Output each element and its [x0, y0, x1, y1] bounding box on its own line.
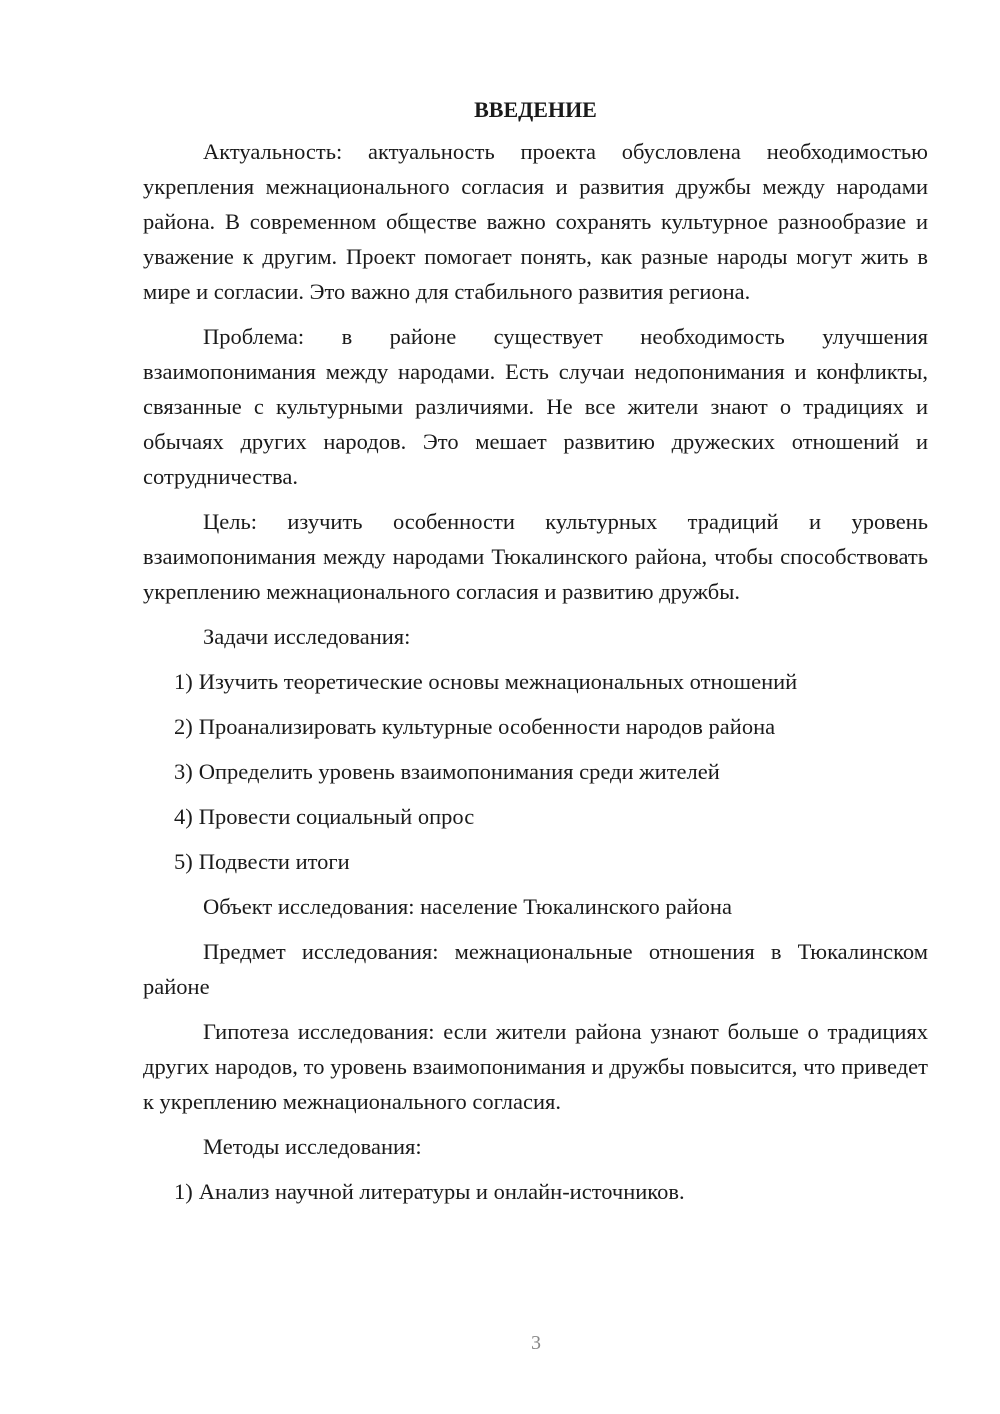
methods-list: [143, 1174, 928, 1209]
list-item-number: 3): [174, 759, 193, 784]
tasks-label: Задачи исследования:: [203, 624, 411, 649]
methods-label: Методы исследования:: [203, 1134, 422, 1159]
goal-paragraph: Цель: изучить особенности культурных традиций и уровень взаимопонимания между народами Тюкалинского района, чтобы способствовать укреплению межнационального согласия и развитию дружбы.: [143, 509, 928, 604]
list-item-text: Определить уровень взаимопонимания среди жителей: [198, 759, 720, 784]
relevance-paragraph: Актуальность: актуальность проекта обусловлена необходимостью укрепления межнационального согласия и развития дружбы между народами района. В современном обществе важно сохранять культурное разнообразие и уважение к другим. Проект помогает понять, как разные народы могут жить в мире и согласии. Это важно для стабильного развития региона.: [143, 139, 928, 304]
list-item-text: Подвести итоги: [198, 849, 350, 874]
list-item: [143, 664, 928, 699]
list-item: [143, 1174, 928, 1209]
section-heading: ВВЕДЕНИЕ: [474, 97, 597, 122]
list-item: [143, 709, 928, 744]
subject-paragraph: Предмет исследования: межнациональные отношения в Тюкалинском районе: [143, 939, 928, 999]
document-page: [143, 92, 928, 1219]
list-item-number: 4): [174, 804, 193, 829]
list-item-number: 1): [174, 1179, 193, 1204]
list-item-number: 1): [174, 669, 193, 694]
list-item-text: Анализ научной литературы и онлайн-источников.: [198, 1179, 685, 1204]
list-item-text: Провести социальный опрос: [198, 804, 475, 829]
problem-paragraph: Проблема: в районе существует необходимость улучшения взаимопонимания между народами. Есть случаи недопонимания и конфликты, связанные с культурными различиями. Не все жители знают о традициях и обычаях других народов. Это мешает развитию дружеских отношений и сотрудничества.: [143, 324, 928, 489]
object-line: Объект исследования: население Тюкалинского района: [203, 894, 732, 919]
list-item-number: 2): [174, 714, 193, 739]
list-item-number: 5): [174, 849, 193, 874]
list-item: [143, 844, 928, 879]
list-item-text: Проанализировать культурные особенности народов района: [198, 714, 776, 739]
list-item: [143, 754, 928, 789]
list-item: [143, 799, 928, 834]
list-item-text: Изучить теоретические основы межнациональных отношений: [198, 669, 798, 694]
tasks-list: [143, 664, 928, 879]
page-number: 3: [531, 1332, 541, 1354]
hypothesis-paragraph: Гипотеза исследования: если жители района узнают больше о традициях других народов, то уровень взаимопонимания и дружбы повысится, что приведет к укреплению межнационального согласия.: [143, 1019, 928, 1114]
